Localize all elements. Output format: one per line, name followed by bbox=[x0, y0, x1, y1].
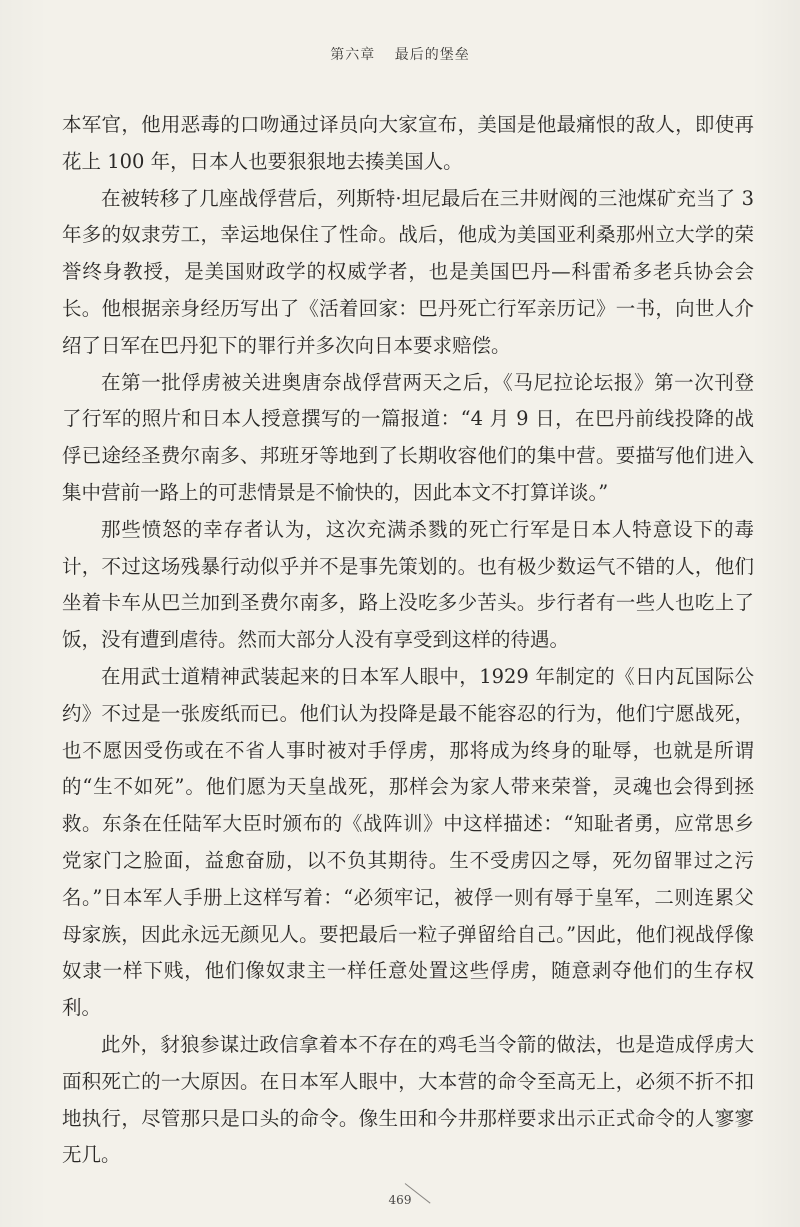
paragraph: 在第一批俘虏被关进奥唐奈战俘营两天之后，《马尼拉论坛报》第一次刊登了行军的照片和日本人授意撰写的一篇报道：“4 月 9 日，在巴丹前线投降的战俘已途经圣费尔南多、邦班牙等地到了长期收容他们的集中营。要描写他们进入集中营前一路上的可悲情景是不愉快的，因此本文不打算详谈。” bbox=[62, 370, 754, 504]
body-text bbox=[62, 107, 754, 1174]
chapter-title: 最后的堡垒 bbox=[394, 47, 470, 63]
paragraph: 那些愤怒的幸存者认为，这次充满杀戮的死亡行军是日本人特意设下的毒计，不过这场残暴行动似乎并不是事先策划的。也有极少数运气不错的人，他们坐着卡车从巴兰加到圣费尔南多，路上没吃多少苦头。步行者有一些人也吃上了饭，没有遭到虐待。然而大部分人没有享受到这样的待遇。 bbox=[62, 517, 754, 652]
paragraph-continued: 本军官，他用恶毒的口吻通过译员向大家宣布，美国是他最痛恨的敌人，即使再花上 100 年，日本人也要狠狠地去揍美国人。 bbox=[62, 113, 754, 173]
paragraph: 此外，豺狼参谋辻政信拿着本不存在的鸡毛当令箭的做法，也是造成俘虏大面积死亡的一大原因。在日本军人眼中，大本营的命令至高无上，必须不折不扣地执行，尽管那只是口头的命令。像生田和今井那样要求出示正式命令的人寥寥无几。 bbox=[62, 1032, 754, 1167]
paragraph: 在用武士道精神武装起来的日本军人眼中，1929 年制定的《日内瓦国际公约》不过是一张废纸而已。他们认为投降是最不能容忍的行为，他们宁愿战死，也不愿因受伤或在不省人事时被对手俘虏，那将成为终身的耻辱，也就是所谓的“生不如死”。他们愿为天皇战死，那样会为家人带来荣誉，灵魂也会得到拯救。东条在任陆军大臣时颁布的《战阵训》中这样描述：“知耻者勇，应常思乡党家门之脸面，益愈奋励，以不负其期待。生不受虏囚之辱，死勿留罪过之污名。”日本军人手册上这样写着：“必须牢记，被俘一则有辱于皇军，二则连累父母家族，因此永远无颜见人。要把最后一粒子弹留给自己。”因此，他们视战俘像奴隶一样下贱，他们像奴隶主一样任意处置这些俘虏，随意剥夺他们的生存权利。 bbox=[62, 664, 754, 1020]
chapter-number: 第六章 bbox=[330, 47, 376, 63]
paragraph: 在被转移了几座战俘营后，列斯特·坦尼最后在三井财阀的三池煤矿充当了 3 年多的奴隶劳工，幸运地保住了性命。战后，他成为美国亚利桑那州立大学的荣誉终身教授，是美国财政学的权威学者，也是美国巴丹—科雷希多老兵协会会长。他根据亲身经历写出了《活着回家：巴丹死亡行军亲历记》一书，向世人介绍了日军在巴丹犯下的罪行并多次向日本要求赔偿。 bbox=[62, 186, 754, 357]
page-number: 469 bbox=[388, 1193, 412, 1207]
running-header bbox=[0, 44, 800, 64]
